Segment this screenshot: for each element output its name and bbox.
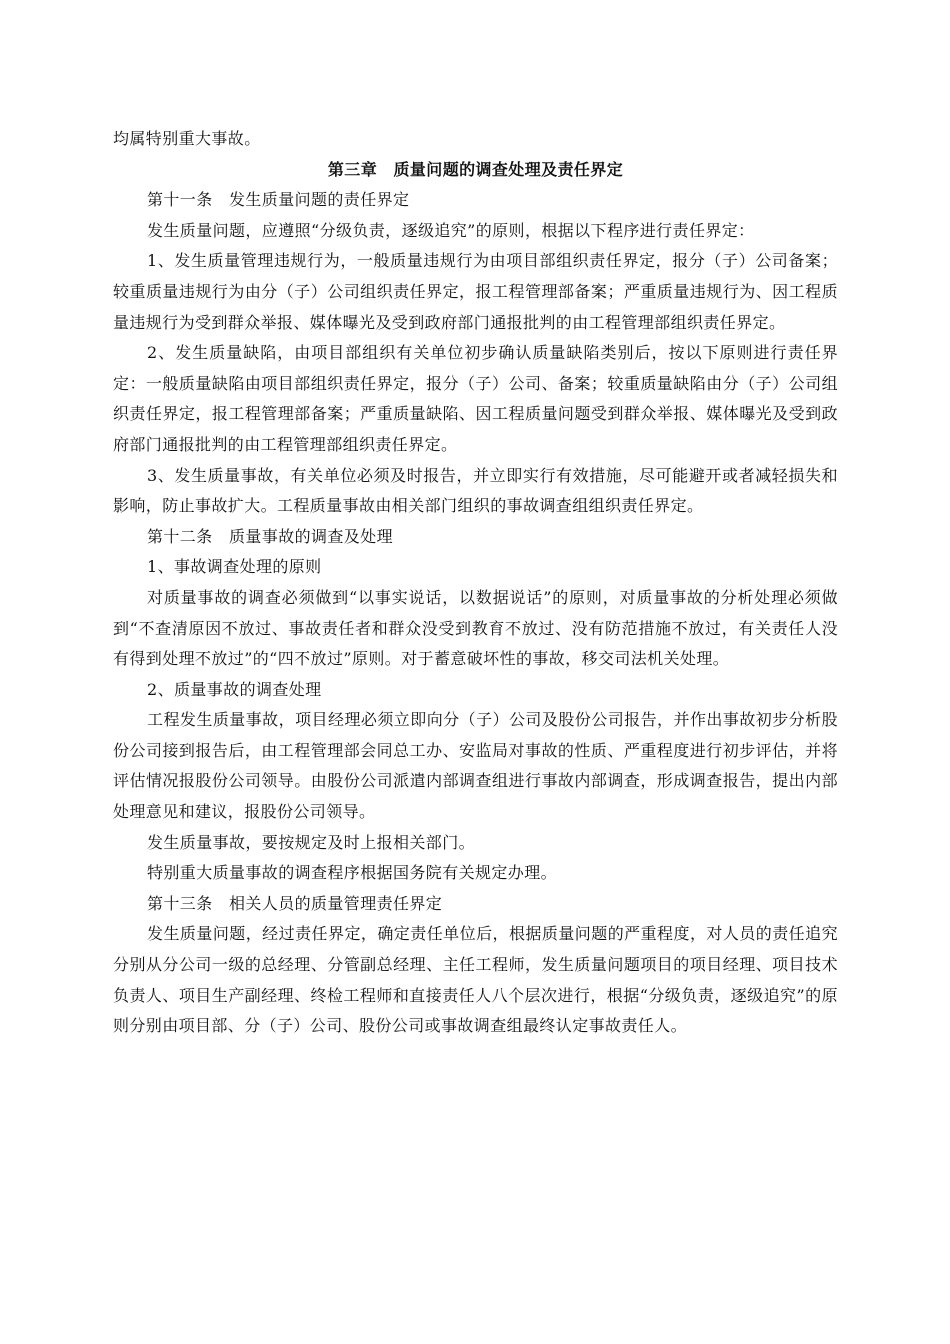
paragraph: 发生质量问题，经过责任界定，确定责任单位后，根据质量问题的严重程度，对人员的责任追究分别从分公司一级的总经理、分管副总经理、主任工程师，发生质量问题项目的项目经理、项目技术负责人、项目生产副经理、终检工程师和直接责任人八个层次进行，根据“分级负责，逐级追究”的原则分别由项目部、分（子）公司、股份公司或事故调查组最终认定事故责任人。	[113, 924, 838, 1036]
paragraph-item-2: 2、发生质量缺陷，由项目部组织有关单位初步确认质量缺陷类别后，按以下原则进行责任界定：一般质量缺陷由项目部组织责任界定，报分（子）公司、备案；较重质量缺陷由分（子）公司组织责任界定，报工程管理部备案；严重质量缺陷、因工程质量问题受到群众举报、媒体曝光及受到政府部门通报批判的由工程管理部组织责任界定。	[113, 343, 838, 454]
paragraph: 发生质量事故，要按规定及时上报相关部门。	[147, 832, 476, 852]
paragraph: 发生质量问题，应遵照“分级负责，逐级追究”的原则，根据以下程序进行责任界定：	[147, 220, 755, 240]
article-11-heading: 第十一条 发生质量问题的责任界定	[147, 190, 410, 210]
paragraph: 对质量事故的调查必须做到“以事实说话，以数据说话”的原则，对质量事故的分析处理必须做到“不查清原因不放过、事故责任者和群众没受到教育不放过、没有防范措施不放过，有关责任人没有得到处理不放过”的“四不放过”原则。对于蓄意破坏性的事故，移交司法机关处理。	[113, 587, 838, 669]
paragraph-item-1: 1、发生质量管理违规行为，一般质量违规行为由项目部组织责任界定，报分（子）公司备案；较重质量违规行为由分（子）公司组织责任界定，报工程管理部备案；严重质量违规行为、因工程质量违规行为受到群众举报、媒体曝光及受到政府部门通报批判的由工程管理部组织责任界定。	[113, 251, 838, 332]
paragraph-continuation: 均属特别重大事故。	[113, 129, 261, 148]
paragraph: 特别重大质量事故的调查程序根据国务院有关规定办理。	[147, 863, 558, 883]
paragraph-item-3: 3、发生质量事故，有关单位必须及时报告，并立即实行有效措施，尽可能避开或者减轻损失和影响，防止事故扩大。工程质量事故由相关部门组织的事故调查组组织责任界定。	[113, 465, 838, 516]
document-body	[113, 124, 838, 1042]
paragraph: 工程发生质量事故，项目经理必须立即向分（子）公司及股份公司报告，并作出事故初步分析股份公司接到报告后，由工程管理部会同总工办、安监局对事故的性质、严重程度进行初步评估，并将评估情况报股份公司领导。由股份公司派遣内部调查组进行事故内部调查，形成调查报告，提出内部处理意见和建议，报股份公司领导。	[113, 710, 838, 822]
chapter-heading: 第三章 质量问题的调查处理及责任界定	[327, 159, 624, 179]
article-13-heading: 第十三条 相关人员的质量管理责任界定	[147, 893, 443, 913]
subheading-principle: 1、事故调查处理的原则	[147, 557, 322, 577]
subheading-investigation: 2、质量事故的调查处理	[147, 679, 322, 699]
article-12-heading: 第十二条 质量事故的调查及处理	[147, 526, 394, 546]
